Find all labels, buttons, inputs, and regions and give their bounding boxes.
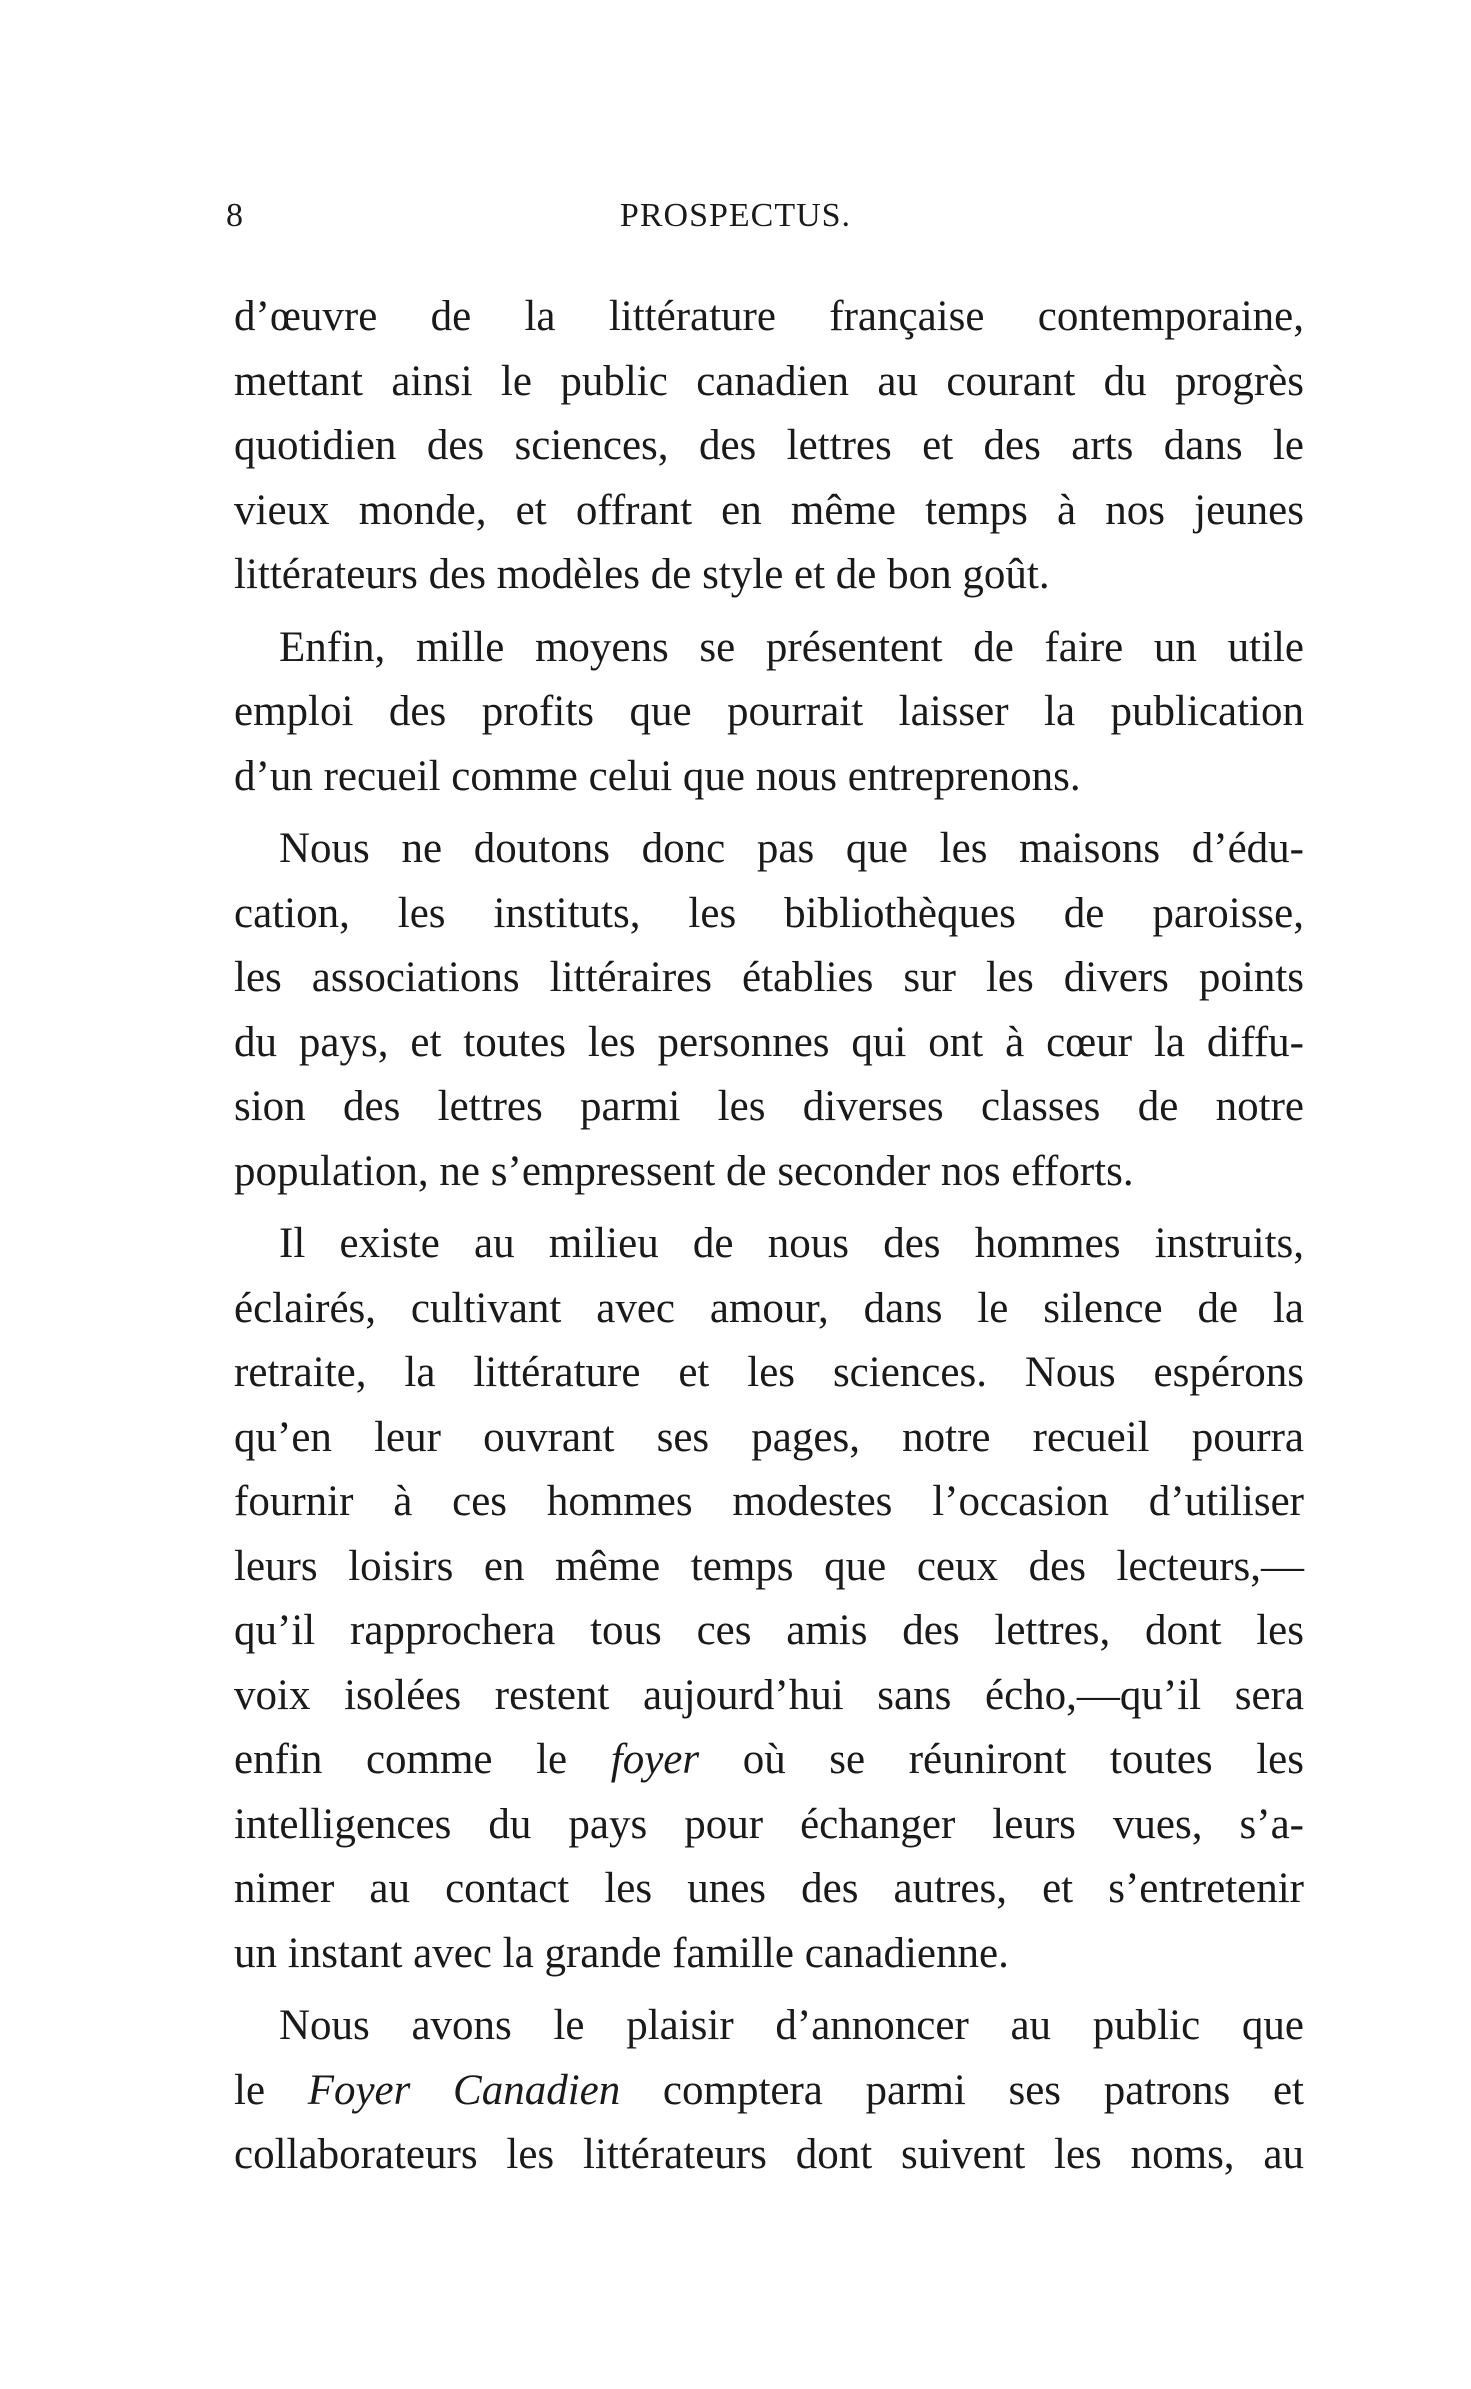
text-line: Nous ne doutons donc pas que les maisons d’édu- <box>279 825 1304 872</box>
paragraph-3 <box>234 817 1304 1204</box>
text-line: qu’en leur ouvrant ses pages, notre recueil pourra <box>234 1413 1304 1461</box>
text-line: Il existe au milieu de nous des hommes instruits, <box>279 1220 1304 1267</box>
text-line: un instant avec la grande famille canadienne. <box>234 1929 1009 1977</box>
page-number: 8 <box>226 197 243 234</box>
text-line: du pays, et toutes les personnes qui ont à cœur la diffu- <box>234 1018 1304 1066</box>
paragraph-4 <box>234 1212 1304 1986</box>
text-line: emploi des profits que pourrait laisser la publication <box>234 688 1304 735</box>
text-line: leurs loisirs en même temps que ceux des lecteurs,— <box>234 1542 1304 1590</box>
text-line: littérateurs des modèles de style et de bon goût. <box>234 551 1050 598</box>
text-line: Nous avons le plaisir d’annoncer au public que <box>279 2002 1304 2049</box>
body-text <box>234 285 1304 2188</box>
text-line: population, ne s’empressent de seconder nos efforts. <box>234 1147 1134 1195</box>
text-line: nimer au contact les unes des autres, et s’entretenir <box>234 1865 1304 1912</box>
text-line: mettant ainsi le public canadien au courant du progrès <box>234 357 1304 405</box>
text-line: fournir à ces hommes modestes l’occasion d’utiliser <box>234 1478 1304 1525</box>
text-line: éclairés, cultivant avec amour, dans le silence de la <box>234 1284 1304 1332</box>
text-line: Enfin, mille moyens se présentent de faire un utile <box>279 623 1304 671</box>
text-line: d’un recueil comme celui que nous entreprenons. <box>234 752 1081 800</box>
text-line: d’œuvre de la littérature française contemporaine, <box>234 293 1304 340</box>
text-line: intelligences du pays pour échanger leurs vues, s’a- <box>234 1800 1304 1848</box>
text-line: sion des lettres parmi les diverses classes de notre <box>234 1083 1304 1130</box>
text-line: enfin comme le foyer où se réuniront toutes les <box>234 1736 1305 1783</box>
text-line: voix isolées restent aujourd’hui sans écho,—qu’il sera <box>234 1671 1304 1719</box>
paragraph-2 <box>234 616 1304 810</box>
text-line: cation, les instituts, les bibliothèques de paroisse, <box>234 889 1304 937</box>
text-line: le Foyer Canadien comptera parmi ses patrons et <box>234 2066 1304 2114</box>
text-line: vieux monde, et offrant en même temps à nos jeunes <box>234 486 1304 534</box>
paragraph-5 <box>234 1994 1304 2188</box>
text-line: retraite, la littérature et les sciences. Nous espérons <box>234 1349 1304 1396</box>
text-line: qu’il rapprochera tous ces amis des lettres, dont les <box>234 1607 1304 1654</box>
text-line: quotidien des sciences, des lettres et des arts dans le <box>234 422 1304 469</box>
text-line: collaborateurs les littérateurs dont suivent les noms, au <box>234 2131 1304 2178</box>
running-title: PROSPECTUS. <box>619 197 852 234</box>
text-line: les associations littéraires établies sur les divers points <box>234 954 1304 1001</box>
paragraph-1 <box>234 285 1304 608</box>
